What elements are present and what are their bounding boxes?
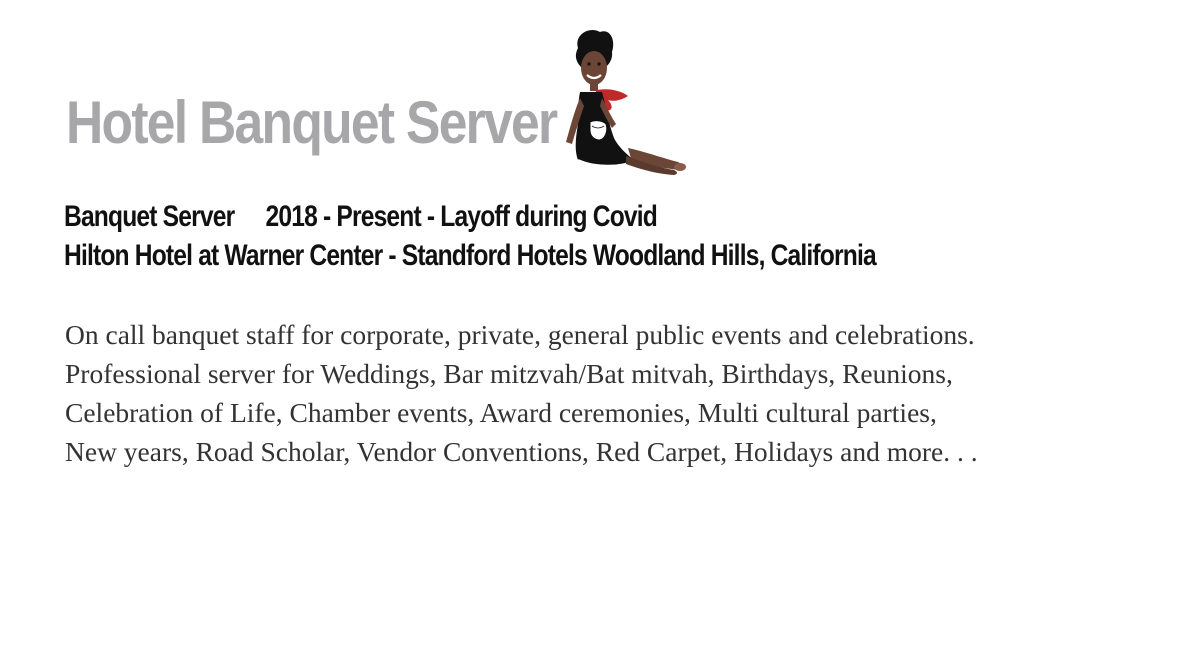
job-description (65, 315, 978, 471)
job-employer: Hilton Hotel at Warner Center - Standford Hotels Woodland Hills, California (64, 239, 876, 272)
job-position: Banquet Server (64, 200, 235, 233)
description-line: Professional server for Weddings, Bar mitzvah/Bat mitvah, Birthdays, Reunions, (65, 358, 953, 389)
description-line: New years, Road Scholar, Vendor Conventions, Red Carpet, Holidays and more. . . (65, 436, 978, 467)
page-title: Hotel Banquet Server (66, 89, 557, 156)
job-heading (64, 197, 876, 275)
description-line: Celebration of Life, Chamber events, Award ceremonies, Multi cultural parties, (65, 397, 937, 428)
banquet-server-illustration (556, 26, 690, 176)
job-dates: 2018 - Present - Layoff during Covid (265, 200, 658, 233)
description-line: On call banquet staff for corporate, private, general public events and celebrations. (65, 319, 975, 350)
